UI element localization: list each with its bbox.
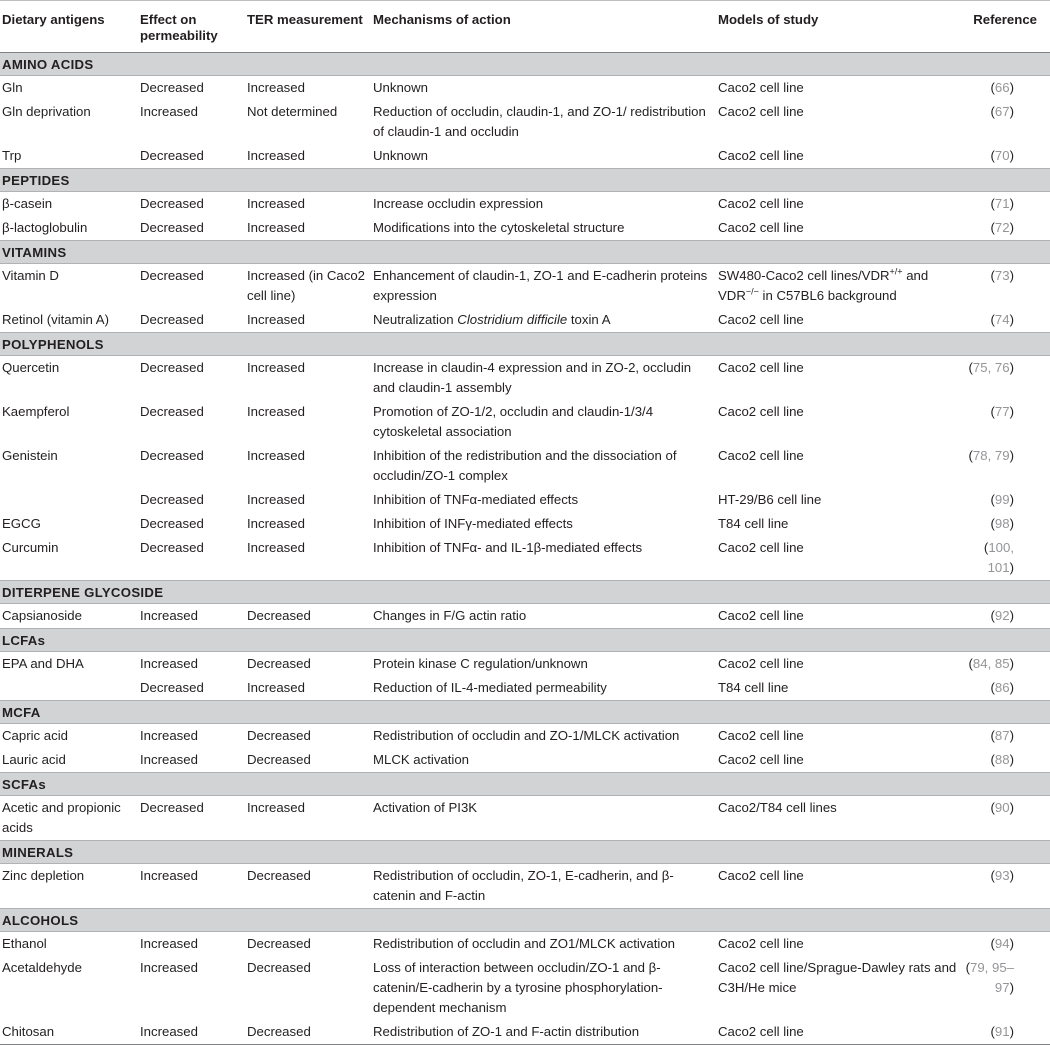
cell-antigen: Lauric acid (2, 752, 66, 767)
cell-reference: (99) (990, 492, 1014, 507)
cell-reference: (87) (990, 728, 1014, 743)
cell-mechanism (371, 308, 716, 333)
cell-antigen: EPA and DHA (2, 656, 84, 671)
cell-reference: (93) (990, 868, 1014, 883)
model-text: SW480-Caco2 cell lines/VDR (718, 268, 890, 283)
mechanism-text: Neutralization (373, 312, 458, 327)
cell-ter: Decreased (247, 960, 311, 975)
table-row (0, 652, 1050, 677)
cell-mechanism: Redistribution of occludin, ZO-1, E-cadherin, and β-catenin and F-actin (373, 868, 674, 903)
category-label: ALCOHOLS (0, 909, 1050, 932)
reference-numbers: 90 (994, 800, 1010, 815)
cell-model: Caco2 cell line (718, 196, 804, 211)
cell-model: Caco2 cell line (718, 656, 804, 671)
cell-model: Caco2 cell line (718, 80, 804, 95)
cell-ter: Increased (247, 196, 305, 211)
reference-numbers: 73 (994, 268, 1010, 283)
cell-antigen: Curcumin (2, 540, 59, 555)
reference-numbers: 72 (994, 220, 1010, 235)
cell-mechanism: Reduction of occludin, claudin-1, and ZO-1/ redistribution of claudin-1 and occludin (373, 104, 706, 139)
cell-ter: Decreased (247, 752, 311, 767)
category-row (0, 773, 1050, 796)
table-row (0, 1020, 1050, 1045)
cell-antigen: Zinc depletion (2, 868, 85, 883)
reference-numbers: 94 (994, 936, 1010, 951)
cell-ter: Decreased (247, 656, 311, 671)
category-label: SCFAs (0, 773, 1050, 796)
cell-model: Caco2 cell line (718, 540, 804, 555)
reference-numbers: 100, 101 (987, 540, 1014, 575)
cell-mechanism: Redistribution of ZO-1 and F-actin distribution (371, 1020, 716, 1045)
category-row (0, 701, 1050, 724)
cell-model: Caco2 cell line (718, 148, 804, 163)
cell-permeability: Decreased (140, 404, 204, 419)
category-row (0, 629, 1050, 652)
reference-numbers: 70 (994, 148, 1010, 163)
cell-ter: Decreased (247, 868, 311, 883)
model-superscript: −/− (745, 286, 759, 297)
cell-model: T84 cell line (718, 516, 789, 531)
category-row (0, 241, 1050, 264)
mechanism-text: toxin A (567, 312, 611, 327)
cell-permeability: Decreased (140, 268, 204, 283)
cell-model: Caco2 cell line (718, 312, 804, 327)
table-row (0, 400, 1050, 444)
category-row (0, 333, 1050, 356)
cell-antigen: Vitamin D (2, 268, 59, 283)
table-row (0, 488, 1050, 512)
reference-numbers: 84, 85 (972, 656, 1010, 671)
category-label: MINERALS (0, 841, 1050, 864)
cell-ter: Increased (247, 448, 305, 463)
cell-ter: Increased (247, 680, 305, 695)
reference-numbers: 71 (994, 196, 1010, 211)
cell-permeability: Increased (140, 656, 198, 671)
category-label: LCFAs (0, 629, 1050, 652)
cell-permeability: Decreased (140, 312, 204, 327)
cell-mechanism: MLCK activation (373, 752, 470, 767)
reference-numbers: 88 (994, 752, 1010, 767)
header-models-of-study: Models of study (716, 1, 957, 53)
cell-reference: (84, 85) (968, 656, 1014, 671)
cell-model: Caco2 cell line (718, 728, 804, 743)
category-row (0, 841, 1050, 864)
reference-numbers: 66 (994, 80, 1010, 95)
cell-mechanism: Inhibition of TNFα-mediated effects (373, 492, 579, 507)
cell-permeability: Increased (140, 868, 198, 883)
category-row (0, 169, 1050, 192)
table-row (0, 748, 1050, 773)
cell-antigen (0, 488, 138, 512)
header-dietary-antigens: Dietary antigens (0, 1, 138, 53)
cell-antigen: β-lactoglobulin (2, 220, 88, 235)
cell-mechanism: Changes in F/G actin ratio (373, 608, 527, 623)
category-label: DITERPENE GLYCOSIDE (0, 581, 1050, 604)
cell-permeability: Decreased (140, 196, 204, 211)
cell-permeability: Increased (140, 752, 198, 767)
reference-numbers: 93 (994, 868, 1010, 883)
cell-mechanism: Inhibition of the redistribution and the dissociation of occludin/ZO-1 complex (373, 448, 677, 483)
cell-mechanism: Unknown (373, 148, 428, 163)
cell-mechanism: Increase in claudin-4 expression and in ZO-2, occludin and claudin-1 assembly (373, 360, 692, 395)
table-row (0, 308, 1050, 333)
reference-numbers: 92 (994, 608, 1010, 623)
reference-numbers: 98 (994, 516, 1010, 531)
table-row (0, 144, 1050, 169)
cell-mechanism: Redistribution of occludin and ZO-1/MLCK activation (373, 728, 680, 743)
header-mechanisms-of-action: Mechanisms of action (371, 1, 716, 53)
cell-antigen: Capsianoside (2, 608, 82, 623)
cell-antigen: Ethanol (2, 936, 47, 951)
cell-antigen: β-casein (2, 196, 53, 211)
reference-numbers: 79, 95–97 (970, 960, 1014, 995)
cell-reference: (75, 76) (968, 360, 1014, 375)
cell-mechanism: Inhibition of TNFα- and IL-1β-mediated effects (373, 540, 643, 555)
reference-numbers: 74 (994, 312, 1010, 327)
category-row (0, 909, 1050, 932)
table-row (0, 724, 1050, 749)
cell-permeability: Increased (140, 960, 198, 975)
cell-ter: Decreased (247, 728, 311, 743)
cell-permeability: Increased (138, 1020, 245, 1045)
table-row (0, 864, 1050, 909)
cell-mechanism: Increase occludin expression (373, 196, 544, 211)
cell-antigen: Capric acid (2, 728, 68, 743)
cell-reference: (74) (990, 312, 1014, 327)
cell-mechanism: Enhancement of claudin-1, ZO-1 and E-cadherin proteins expression (373, 268, 708, 303)
cell-reference: (66) (990, 80, 1014, 95)
cell-model (716, 264, 957, 309)
cell-reference: (78, 79) (968, 448, 1014, 463)
reference-numbers: 87 (994, 728, 1010, 743)
header-effect-on-permeability: Effect on permeability (138, 1, 245, 53)
cell-model: Caco2/T84 cell lines (718, 800, 837, 815)
cell-ter: Decreased (247, 608, 311, 623)
cell-permeability: Increased (140, 936, 198, 951)
cell-reference: (72) (990, 220, 1014, 235)
category-label: POLYPHENOLS (0, 333, 1050, 356)
cell-permeability: Increased (140, 608, 198, 623)
cell-reference: (73) (990, 268, 1014, 283)
header-row (0, 1, 1050, 53)
table-row (0, 356, 1050, 401)
cell-ter: Increased (247, 800, 305, 815)
cell-antigen (0, 676, 138, 701)
cell-mechanism: Redistribution of occludin and ZO1/MLCK activation (373, 936, 675, 951)
cell-model: Caco2 cell line (718, 104, 804, 119)
cell-permeability: Decreased (140, 360, 204, 375)
table-row (0, 796, 1050, 841)
cell-permeability: Decreased (140, 220, 204, 235)
cell-reference: (91) (957, 1020, 1050, 1045)
model-text: and VDR (718, 268, 929, 303)
cell-mechanism: Unknown (373, 80, 428, 95)
reference-numbers: 91 (994, 1024, 1010, 1039)
cell-antigen: Gln deprivation (2, 104, 91, 119)
cell-mechanism: Promotion of ZO-1/2, occludin and claudin-1/3/4 cytoskeletal association (373, 404, 654, 439)
cell-mechanism: Loss of interaction between occludin/ZO-1 and β-catenin/E-cadherin by a tyrosine phosphorylation-dependent mechanism (373, 960, 663, 1015)
reference-numbers: 99 (994, 492, 1010, 507)
cell-reference: (100, 101) (983, 540, 1014, 575)
cell-mechanism: Protein kinase C regulation/unknown (373, 656, 588, 671)
cell-model: Caco2 cell line (718, 868, 804, 883)
cell-antigen: Kaempferol (2, 404, 70, 419)
cell-antigen: Retinol (vitamin A) (2, 312, 109, 327)
cell-reference: (79, 95–97) (965, 960, 1014, 995)
cell-ter: Increased (247, 492, 305, 507)
cell-model: Caco2 cell line (718, 220, 804, 235)
cell-reference: (90) (990, 800, 1014, 815)
cell-antigen: Gln (2, 80, 23, 95)
cell-model: Caco2 cell line (716, 1020, 957, 1045)
cell-ter: Increased (247, 220, 305, 235)
table-row (0, 604, 1050, 629)
cell-model: Caco2 cell line/Sprague-Dawley rats and C3H/He mice (718, 960, 957, 995)
cell-antigen: Chitosan (0, 1020, 138, 1045)
category-row (0, 581, 1050, 604)
cell-reference: (70) (990, 148, 1014, 163)
cell-ter: Decreased (245, 1020, 371, 1045)
model-text: in C57BL6 background (758, 288, 897, 303)
cell-antigen: EGCG (2, 516, 41, 531)
cell-ter: Increased (247, 148, 305, 163)
cell-permeability: Decreased (140, 680, 204, 695)
table-body (0, 53, 1050, 1045)
cell-antigen: Quercetin (2, 360, 60, 375)
table-row (0, 444, 1050, 488)
cell-reference: (86) (990, 680, 1014, 695)
table-row (0, 100, 1050, 144)
category-label: AMINO ACIDS (0, 53, 1050, 76)
cell-reference: (88) (990, 752, 1014, 767)
cell-ter: Increased (in Caco2 cell line) (247, 268, 366, 303)
cell-reference: (94) (990, 936, 1014, 951)
cell-model: HT-29/B6 cell line (718, 492, 822, 507)
cell-model: Caco2 cell line (718, 608, 804, 623)
cell-model: Caco2 cell line (718, 936, 804, 951)
header-ter-measurement: TER measurement (245, 1, 371, 53)
cell-permeability: Decreased (140, 492, 204, 507)
cell-antigen: Acetic and propionic acids (2, 800, 121, 835)
cell-ter: Increased (247, 312, 305, 327)
cell-mechanism: Inhibition of INFγ-mediated effects (373, 516, 573, 531)
cell-mechanism: Activation of PI3K (373, 800, 478, 815)
cell-ter: Increased (247, 360, 305, 375)
cell-ter: Increased (247, 404, 305, 419)
cell-permeability: Decreased (140, 448, 204, 463)
cell-permeability: Increased (140, 728, 198, 743)
category-label: VITAMINS (0, 241, 1050, 264)
cell-reference: (67) (990, 104, 1014, 119)
cell-permeability: Decreased (140, 80, 204, 95)
category-row (0, 53, 1050, 76)
reference-numbers: 86 (994, 680, 1010, 695)
cell-ter: Increased (247, 540, 305, 555)
cell-reference: (71) (990, 196, 1014, 211)
table-row (0, 76, 1050, 101)
cell-permeability: Decreased (140, 800, 204, 815)
cell-antigen: Trp (2, 148, 22, 163)
cell-model: Caco2 cell line (718, 448, 804, 463)
cell-model: Caco2 cell line (718, 404, 804, 419)
cell-reference: (77) (990, 404, 1014, 419)
reference-numbers: 77 (994, 404, 1010, 419)
table-row (0, 676, 1050, 701)
cell-ter: Increased (247, 80, 305, 95)
table-row (0, 264, 1050, 309)
cell-mechanism: Reduction of IL-4-mediated permeability (373, 680, 607, 695)
cell-mechanism: Modifications into the cytoskeletal structure (373, 220, 625, 235)
cell-antigen: Acetaldehyde (2, 960, 82, 975)
table-row (0, 512, 1050, 536)
cell-permeability: Decreased (140, 516, 204, 531)
cell-ter: Increased (247, 516, 305, 531)
cell-permeability: Increased (140, 104, 198, 119)
reference-numbers: 78, 79 (972, 448, 1010, 463)
header-reference: Reference (957, 1, 1050, 53)
model-superscript: +/+ (889, 266, 903, 277)
table-row (0, 192, 1050, 217)
cell-model: Caco2 cell line (718, 752, 804, 767)
category-label: MCFA (0, 701, 1050, 724)
cell-antigen: Genistein (2, 448, 58, 463)
table-header (0, 1, 1050, 53)
category-label: PEPTIDES (0, 169, 1050, 192)
cell-permeability: Decreased (140, 148, 204, 163)
table-row (0, 536, 1050, 581)
cell-ter: Decreased (247, 936, 311, 951)
table-row (0, 216, 1050, 241)
cell-model: Caco2 cell line (718, 360, 804, 375)
mechanism-species: Clostridium difficile (457, 312, 568, 327)
cell-permeability: Decreased (140, 540, 204, 555)
cell-model: T84 cell line (718, 680, 789, 695)
cell-reference: (98) (990, 516, 1014, 531)
reference-numbers: 75, 76 (972, 360, 1010, 375)
table-row (0, 932, 1050, 957)
cell-reference: (92) (990, 608, 1014, 623)
reference-numbers: 67 (994, 104, 1010, 119)
cell-ter: Not determined (247, 104, 338, 119)
